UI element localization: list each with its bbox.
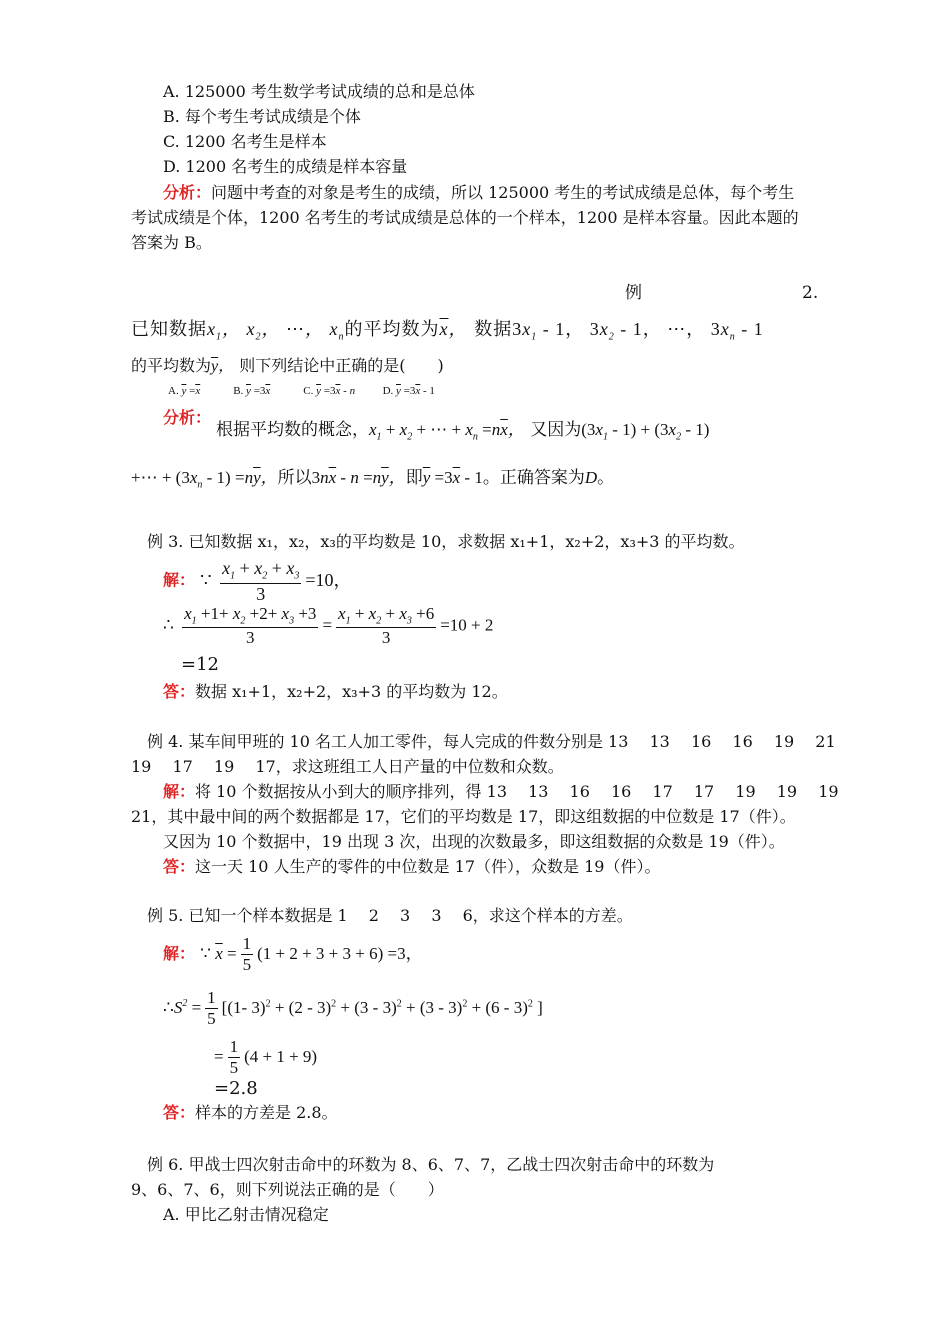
stem-text: 的平均数为 <box>131 356 212 375</box>
example-3-solution-line-1 <box>163 558 352 605</box>
example-2-number: 2. <box>802 283 819 303</box>
formula: ∵ $\frac{x_1 + x_2 + x_3}{3}$ =10， <box>200 558 352 604</box>
choice-d-label: D. <box>382 385 394 397</box>
example-2-word: 例 <box>625 283 642 303</box>
option-d: D. 1200 名考生的成绩是样本容量 <box>163 157 408 176</box>
analysis-text: 根据平均数的概念， <box>216 420 369 440</box>
solution-label: 解： <box>163 943 196 963</box>
stem-text: 数据 <box>474 319 513 340</box>
example-2-analysis-label-line <box>163 408 211 427</box>
example-2-choices: A. $\overline{y} =\overline{x}$ B. $\overline{y} =3\overline{x}$ C. $\overline{y} =3\overline{x} - n$ D. $\overline{y} =3\overline{x} - 1$ <box>168 385 435 397</box>
formula: $x_1 + x_2$ + ⋯ + $x_n =n\overline{x}$， <box>369 420 525 443</box>
answer-label: 答： <box>163 857 196 876</box>
example-4-solution-line-2: 21，其中最中间的两个数据都是 17，它们的平均数是 17，即这组数据的中位数是 17（件）。 <box>131 807 796 826</box>
example-4-answer <box>163 857 660 876</box>
formula: $3x_1 - 1$， $3x_2 - 1$， ⋯， $3x_n - 1$ <box>512 319 764 343</box>
analysis-text: 即 <box>405 468 423 488</box>
analysis-text: 。正确答案为 <box>482 468 585 488</box>
choice-b-label: B. <box>233 385 244 397</box>
stem-text: 已知数据 <box>131 319 207 340</box>
answer-text: 数据 x₁+1，x₂+2，x₃+3 的平均数为 12。 <box>195 682 508 701</box>
formula: $\overline{y}$， <box>211 358 235 375</box>
analysis-line-3: 答案为 B。 <box>131 233 212 252</box>
example-4-title-line-1: 例 4. 某车间甲班的 10 名工人加工零件，每人完成的件数分别是 13 13 16 16 19 21 <box>147 732 836 751</box>
example-3-title: 例 3. 已知数据 x₁，x₂，x₃的平均数是 10，求数据 x₁+1，x₂+2，x₃+3 的平均数。 <box>147 532 745 551</box>
formula: $3n\overline{x} - n =n\overline{y}$， <box>311 468 406 487</box>
formula: +⋯ + $(3x_n - 1) =n\overline{y}$， <box>131 468 278 491</box>
formula: $\overline{x}$， <box>439 319 468 339</box>
option-b: B. 每个考生考试成绩是个体 <box>163 107 361 126</box>
example-6-title-line-1: 例 6. 甲战士四次射击命中的环数为 8、6、7、7，乙战士四次射击命中的环数为 <box>147 1155 715 1174</box>
analysis-label: 分析： <box>163 408 212 427</box>
answer-text: 样本的方差是 2.8。 <box>195 1103 338 1122</box>
formula: $x_1$， $x_2$， ⋯， $x_n$ <box>207 319 345 343</box>
example-5-solution-line-4: =2.8 <box>214 1078 258 1099</box>
answer-text: 这一天 10 人生产的零件的中位数是 17（件），众数是 19（件）。 <box>195 857 661 876</box>
answer-label: 答： <box>163 682 196 701</box>
solution-label: 解： <box>163 570 196 590</box>
example-6-title-line-2: 9、6、7、6，则下列说法正确的是（ ） <box>131 1180 444 1199</box>
example-5-solution-line-1 <box>163 934 423 976</box>
stem-text: 的平均数为 <box>344 319 440 340</box>
analysis-text: 所以 <box>277 468 312 488</box>
example-2-analysis-line-1 <box>216 420 709 443</box>
example-4-solution-line-3: 又因为 10 个数据中，19 出现 3 次，出现的次数最多，即这组数据的众数是 19（件）。 <box>163 832 785 851</box>
choice-c-label: C. <box>303 385 314 397</box>
example-5-title: 例 5. 已知一个样本数据是 1 2 3 3 6，求这个样本的方差。 <box>147 906 633 925</box>
solution-label: 解： <box>163 782 196 801</box>
example-6-option-a: A. 甲比乙射击情况稳定 <box>163 1205 329 1224</box>
example-3-answer <box>163 682 508 701</box>
example-4-solution-line-1 <box>163 782 839 801</box>
analysis-text: 又因为 <box>530 420 582 440</box>
stem-text: 则下列结论中正确的是( ) <box>239 356 444 375</box>
formula: $\overline{y} =3\overline{x} - 1$ <box>422 468 483 487</box>
example-3-solution-line-3: =12 <box>181 654 219 675</box>
example-4-title-line-2: 19 17 19 17，求这班组工人日产量的中位数和众数。 <box>131 757 564 776</box>
option-a: A. 125000 考生数学考试成绩的总和是总体 <box>163 82 475 101</box>
formula: ∵ $\overline{x}$ = $\frac{1}{5}$ (1 + 2 + 3 + 3 + 6) =3， <box>200 934 423 975</box>
solution-text: 将 10 个数据按从小到大的顺序排列，得 13 13 16 16 17 17 19 19 19 <box>195 782 839 801</box>
analysis-line-1 <box>163 183 794 202</box>
answer-label: 答： <box>163 1103 196 1122</box>
example-2-stem-line-1 <box>131 319 764 344</box>
analysis-line-2: 考试成绩是个体，1200 名考生的考试成绩是总体的一个样本，1200 是样本容量。因此本题的 <box>131 208 799 227</box>
example-2-stem-line-2 <box>131 356 444 376</box>
example-5-solution-line-3: = $\frac{1}{5}$ (4 + 1 + 9) <box>214 1037 318 1078</box>
formula: $(3x_1 - 1) + (3x_2 - 1)$ <box>581 420 710 443</box>
example-2-analysis-line-2: +⋯ + $(3x_n - 1) =n\overline{y}$，所以$3n\overline{x} - n =n\overline{y}$，即$\overline{y} =3\overline{x} - 1$。正确答案为D。 <box>131 468 615 491</box>
option-c: C. 1200 名考生是样本 <box>163 132 327 151</box>
choice-a-label: A. <box>168 385 179 397</box>
analysis-text: 问题中考查的对象是考生的成绩，所以 125000 考生的考试成绩是总体，每个考生 <box>211 183 795 202</box>
formula: D <box>584 468 598 487</box>
example-3-solution-line-2: ∴ $\frac{x_1 +1+ x_2 +2+ x_3 +3}{3}$ = $\frac{x_1 + x_2 + x_3 +6}{3}$ =10 + 2 <box>163 604 494 648</box>
analysis-label: 分析： <box>163 183 212 202</box>
example-5-solution-line-2: $\therefore S^2$ = $\frac{1}{5}$ [(1- 3)$^2$ + (2 - 3)$^2$ + (3 - 3)$^2$ + (3 - 3)$^2$ + (6 - 3)$^2$ ] <box>163 988 543 1029</box>
example-5-answer <box>163 1103 338 1122</box>
